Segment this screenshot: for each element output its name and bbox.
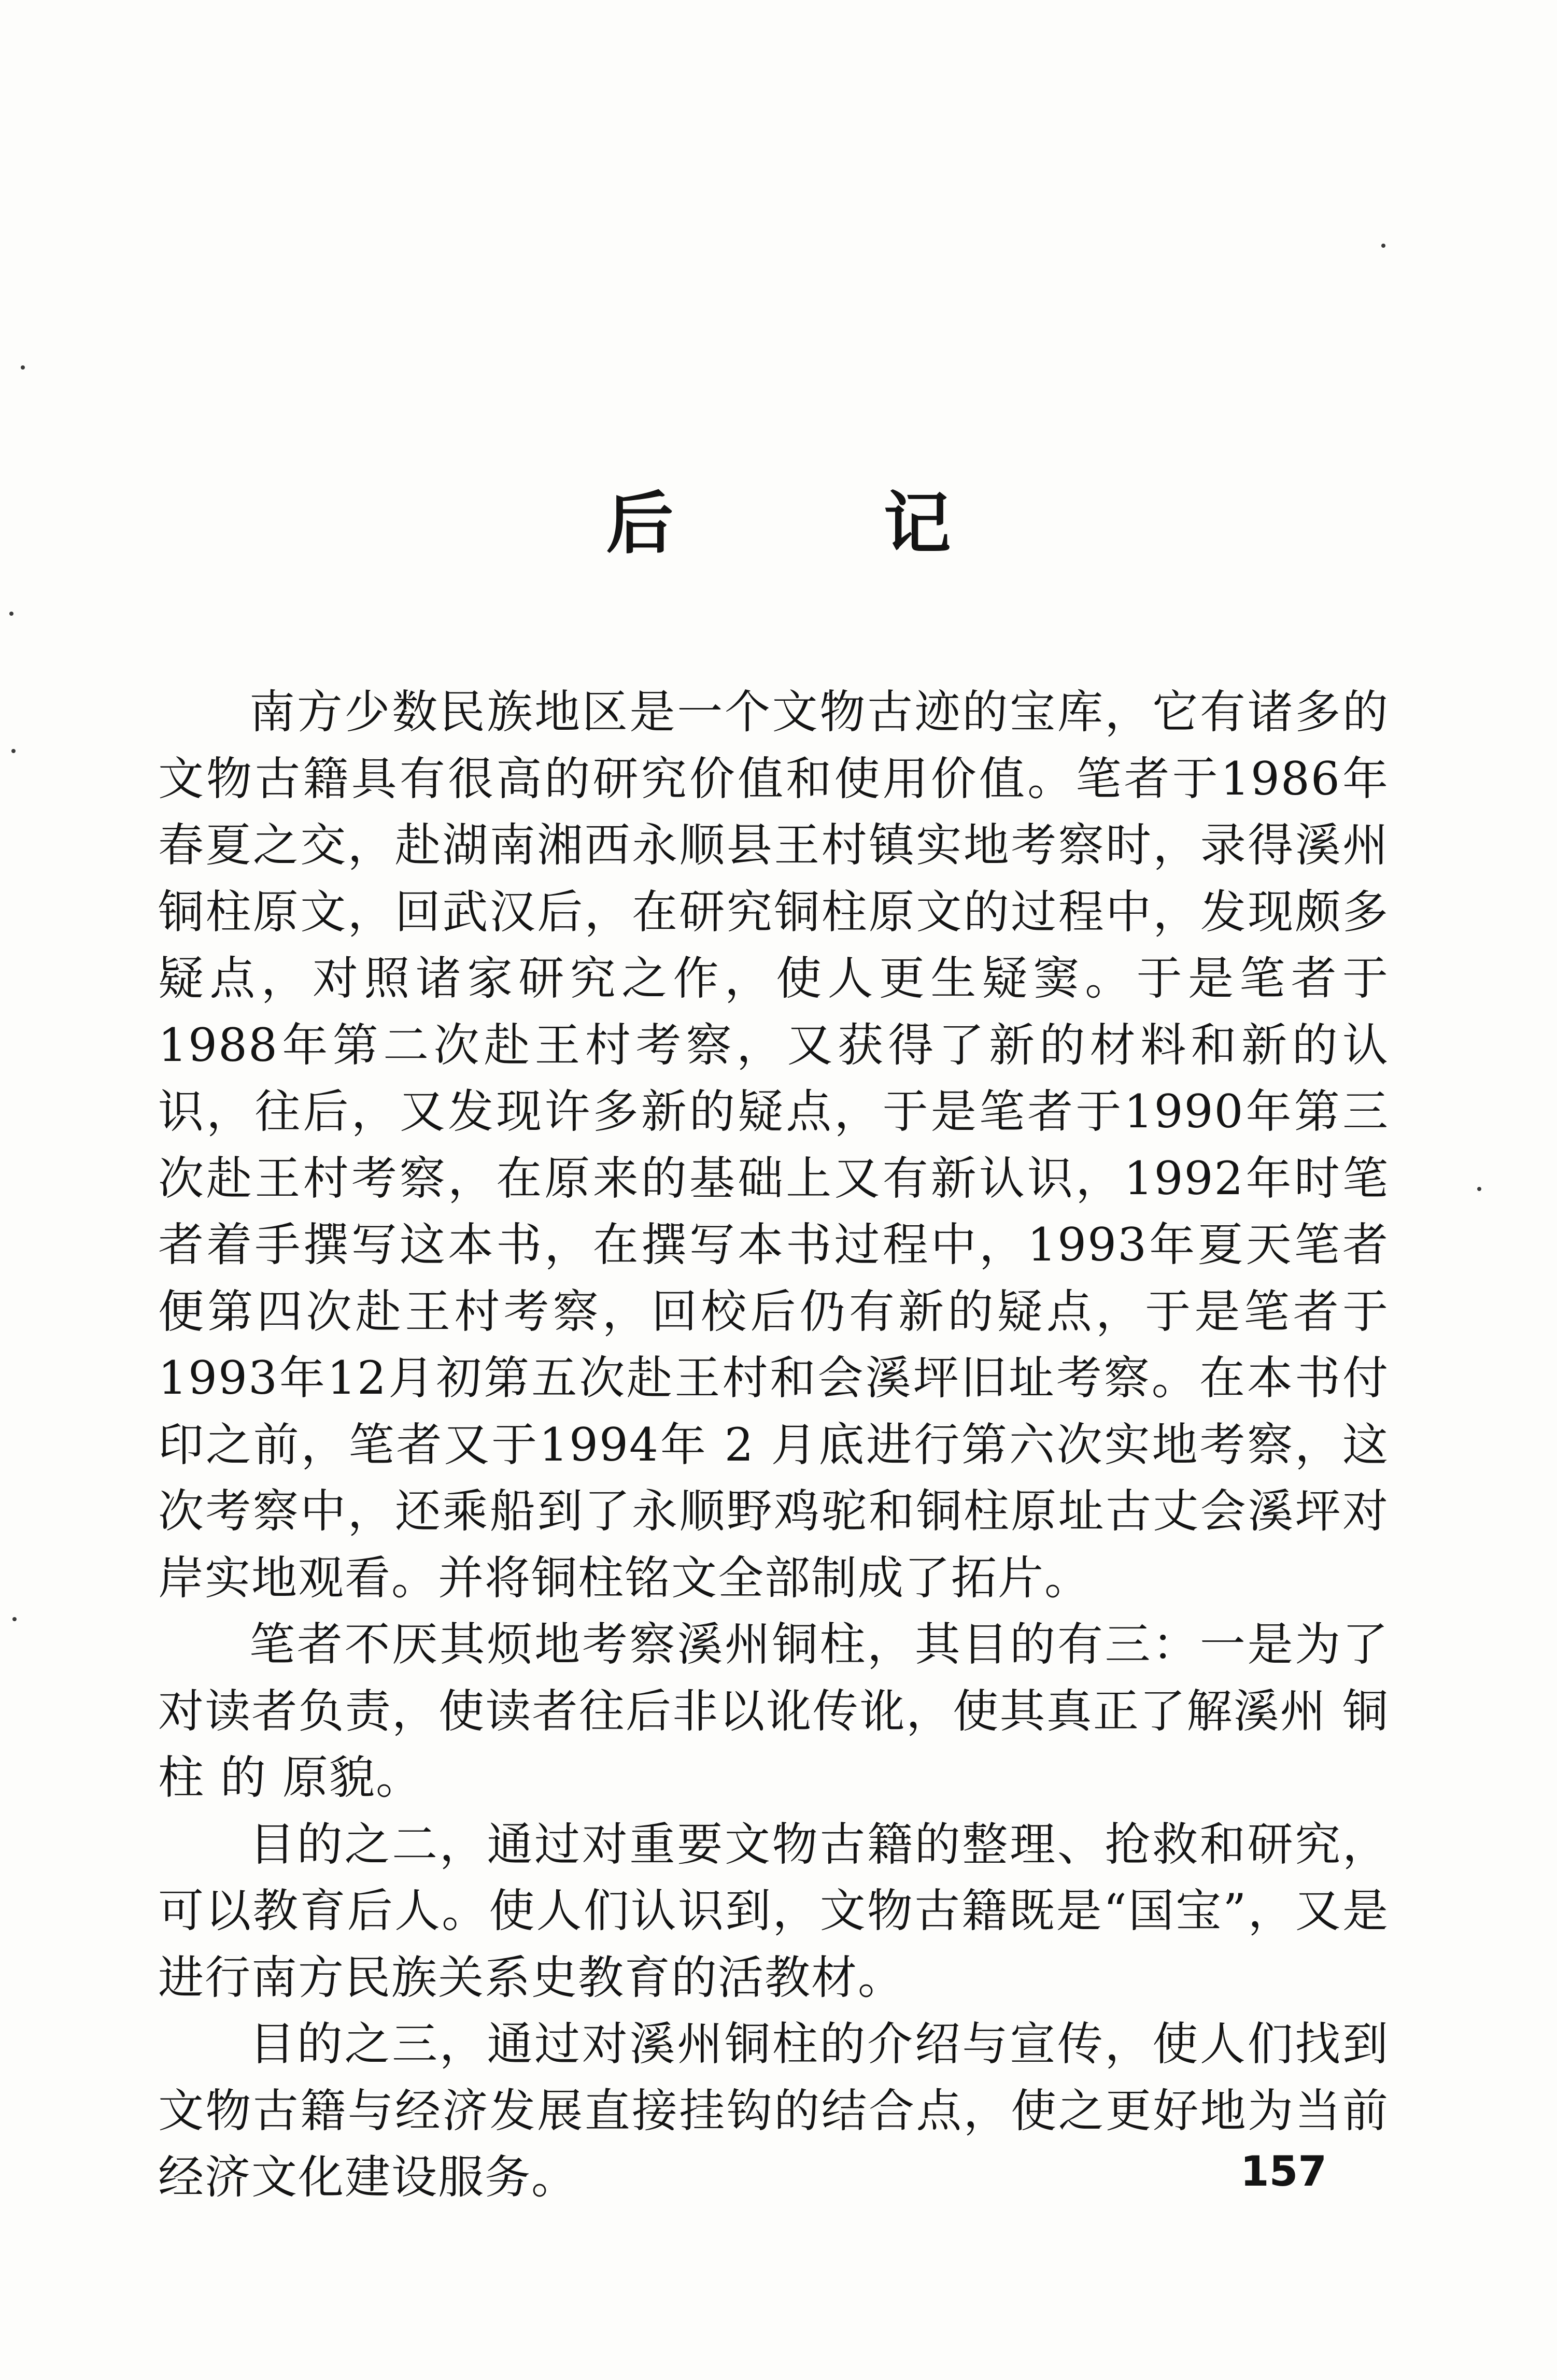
scan-speck	[11, 749, 16, 753]
scan-speck	[21, 365, 25, 370]
chapter-title: 后 记	[606, 484, 1044, 563]
body-text	[158, 679, 1389, 2211]
page-number: 157	[1240, 2147, 1327, 2195]
paragraph-1: 南方少数民族地区是一个文物古迹的宝库，它有诸多的文物古籍具有很高的研究价值和使用价值。笔者于1986年春夏之交，赴湖南湘西永顺县王村镇实地考察时，录得溪州铜柱原文，回武汉后，在研究铜柱原文的过程中，发现颇多疑点，对照诸家研究之作，使人更生疑窦。于是笔者于1988年第二次赴王村考察，又获得了新的材料和新的认识，往后，又发现许多新的疑点，于是笔者于1990年第三次赴王村考察，在原来的基础上又有新认识，1992年时笔者着手撰写这本书，在撰写本书过程中，1993年夏天笔者便第四次赴王村考察，回校后仍有新的疑点，于是笔者于1993年12月初第五次赴王村和会溪坪旧址考察。在本书付印之前，笔者又于1994年 2 月底进行第六次实地考察，这次考察中，还乘船到了永顺野鸡驼和铜柱原址古丈会溪坪对岸实地观看。并将铜柱铭文全部制成了拓片。	[158, 685, 1389, 1605]
scan-speck	[9, 612, 13, 616]
paragraph-3: 目的之二，通过对重要文物古籍的整理、抢救和研究，可以教育后人。使人们认识到，文物古籍既是“国宝”，又是进行南方民族关系史教育的活教材。	[158, 1817, 1389, 2004]
scan-speck	[1381, 244, 1385, 248]
paragraph-2: 笔者不厌其烦地考察溪州铜柱，其目的有三：一是为了对读者负责，使读者往后非以讹传讹，使其真正了解溪州 铜 柱 的 原貌。	[158, 1618, 1389, 1804]
scan-speck	[1477, 1187, 1481, 1191]
scan-speck	[12, 1617, 17, 1621]
paragraph-4: 目的之三，通过对溪州铜柱的介绍与宣传，使人们找到文物古籍与经济发展直接挂钩的结合点，使之更好地为当前经济文化建设服务。	[158, 2017, 1389, 2204]
